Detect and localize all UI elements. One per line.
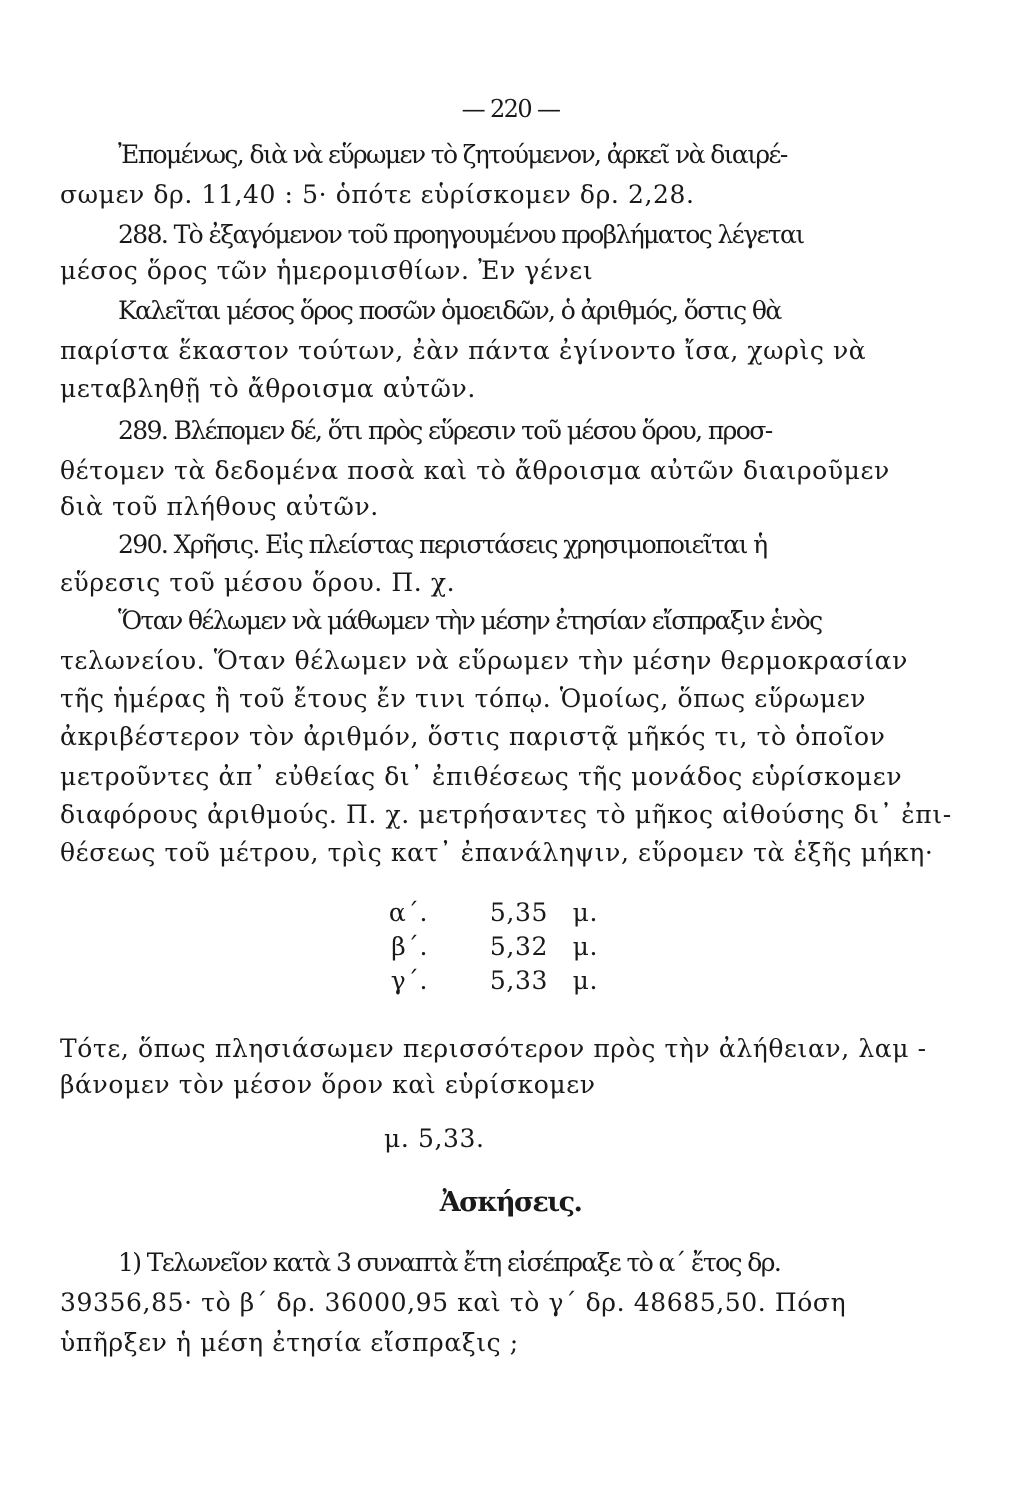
section-289: 289. Βλέπομεν δέ, ὅτι πρὸς εὕρεσιν τοῦ μέσου ὅρου, προσ- (118, 416, 772, 445)
measurement-row (388, 930, 708, 964)
text-line: διὰ τοῦ πλήθους αὐτῶν. (60, 492, 379, 521)
text-line: τῆς ἡμέρας ἢ τοῦ ἔτους ἔν τινι τόπῳ. Ὁμοίως, ὅπως εὕρωμεν (60, 684, 867, 713)
measurement-label: α΄. (388, 898, 428, 927)
result-value: μ. 5,33. (384, 1124, 485, 1153)
measurement-row (388, 896, 708, 930)
definition-line: μεταβληθῇ τὸ ἄθροισμα αὐτῶν. (60, 374, 476, 403)
measurement-row (388, 964, 708, 998)
definition-line: Καλεῖται μέσος ὅρος ποσῶν ὁμοειδῶν, ὁ ἀριθμός, ὅστις θὰ (118, 296, 781, 325)
measurement-unit: μ. (572, 932, 598, 961)
text-line: διαφόρους ἀριθμούς. Π. χ. μετρήσαντες τὸ μῆκος αἰθούσης δι᾽ ἐπι- (60, 800, 952, 829)
measurement-label: β΄. (391, 932, 428, 961)
text-line: μέσος ὅρος τῶν ἡμερομισθίων. Ἐν γένει (60, 256, 594, 285)
text-line: βάνομεν τὸν μέσον ὅρον καὶ εὑρίσκομεν (60, 1070, 596, 1099)
measurement-value: 5,35 (489, 898, 548, 927)
definition-line: παρίστα ἕκαστον τούτων, ἐὰν πάντα ἐγίνοντο ἴσα, χωρὶς νὰ (60, 336, 867, 365)
measurement-unit: μ. (572, 966, 598, 995)
page-number: — 220 — (461, 95, 560, 123)
text-line: σωμεν δρ. 11,40 : 5· ὁπότε εὑρίσκομεν δρ. 2,28. (60, 180, 695, 209)
text-line: μετροῦντες ἀπ᾽ εὐθείας δι᾽ ἐπιθέσεως τῆς μονάδος εὑρίσκομεν (60, 762, 903, 791)
exercise-line: 39356,85· τὸ β΄ δρ. 36000,95 καὶ τὸ γ΄ δρ. 48685,50. Πόση (60, 1288, 847, 1317)
measurement-value: 5,33 (489, 966, 548, 995)
text-line: εὕρεσις τοῦ μέσου ὅρου. Π. χ. (60, 568, 456, 597)
text-line: Ὅταν θέλωμεν νὰ μάθωμεν τὴν μέσην ἐτησίαν εἴσπραξιν ἑνὸς (118, 606, 822, 635)
exercise-line: ὑπῆρξεν ἡ μέση ἐτησία εἴσπραξις ; (60, 1328, 519, 1357)
text-line: Τότε, ὅπως πλησιάσωμεν περισσότερον πρὸς τὴν ἀλήθειαν, λαμ - (60, 1034, 927, 1063)
exercise-line: 1) Τελωνεῖον κατὰ 3 συναπτὰ ἔτη εἰσέπραξε τὸ α΄ ἔτος δρ. (118, 1248, 781, 1277)
text-line: Ἐπομένως, διὰ νὰ εὕρωμεν τὸ ζητούμενον, ἀρκεῖ νὰ διαιρέ- (118, 140, 787, 169)
exercises-title: Ἀσκήσεις. (439, 1187, 582, 1218)
measurement-unit: μ. (572, 898, 598, 927)
text-line: τελωνείου. Ὅταν θέλωμεν νὰ εὕρωμεν τὴν μέσην θερμοκρασίαν (60, 646, 908, 675)
measurement-value: 5,32 (489, 932, 548, 961)
text-line: ἀκριβέστερον τὸν ἀριθμόν, ὅστις παριστᾷ μῆκός τι, τὸ ὁποῖον (60, 722, 886, 751)
section-290: 290. Χρῆσις. Εἰς πλείστας περιστάσεις χρησιμοποιεῖται ἡ (118, 530, 767, 559)
measurement-label: γ΄. (390, 966, 428, 995)
text-line: θέσεως τοῦ μέτρου, τρὶς κατ᾽ ἐπανάληψιν, εὕρομεν τὰ ἑξῆς μήκη· (60, 838, 934, 867)
section-288: 288. Τὸ ἐξαγόμενον τοῦ προηγουμένου προβλήματος λέγεται (118, 220, 804, 249)
text-line: θέτομεν τὰ δεδομένα ποσὰ καὶ τὸ ἄθροισμα αὐτῶν διαιροῦμεν (60, 456, 890, 485)
